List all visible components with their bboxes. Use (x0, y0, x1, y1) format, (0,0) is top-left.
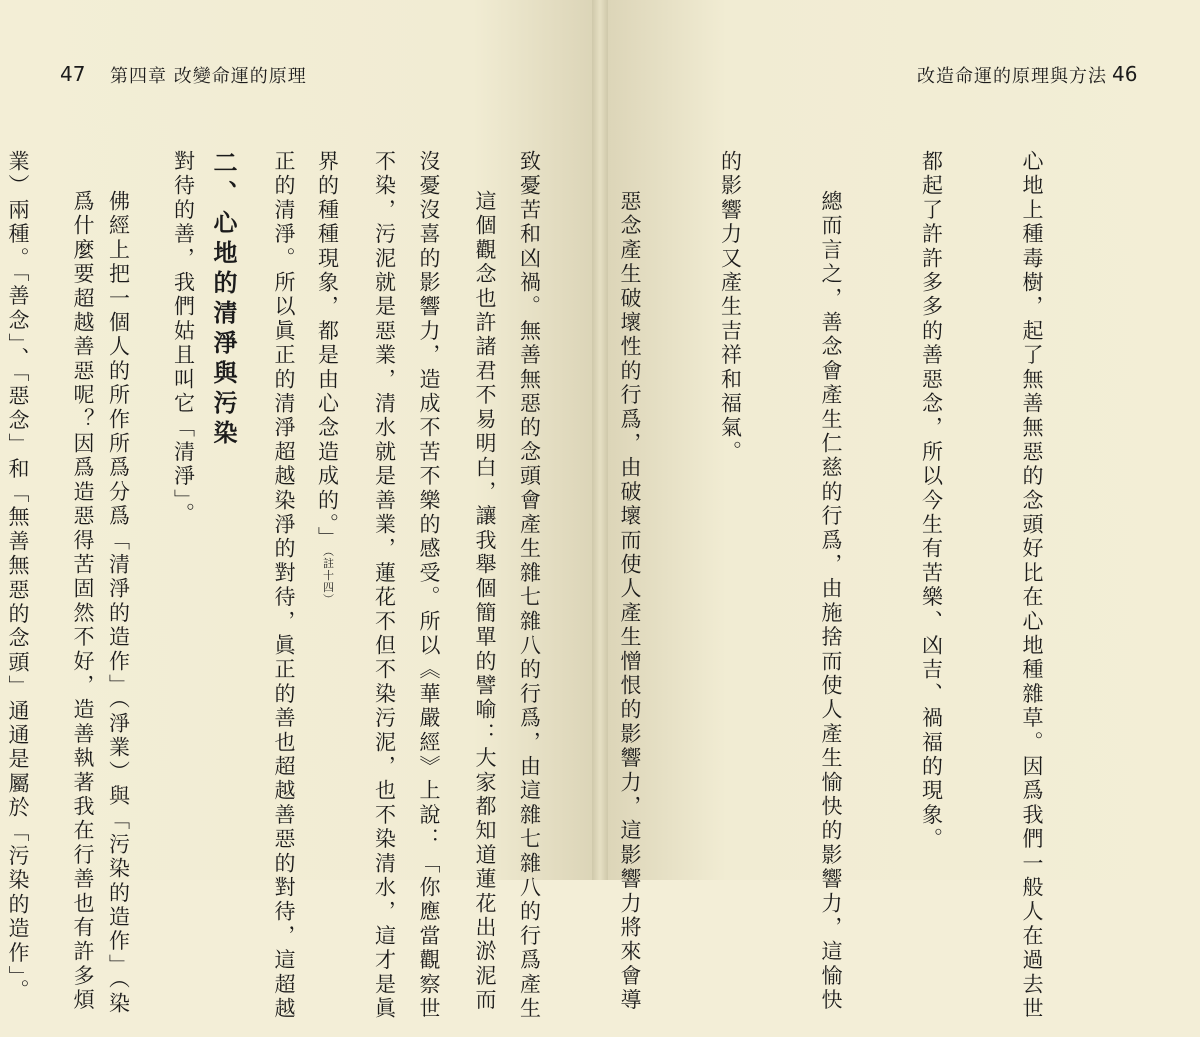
text-column: 惡念產生破壞性的行爲，由破壞而使人產生憎恨的影響力，這影響力將來會導 (618, 190, 642, 1013)
text-column: 心地上種毒樹，起了無善無惡的念頭好比在心地種雜草。因爲我們一般人在過去世 (1020, 150, 1044, 1022)
text-column: 都起了許許多多的善惡念，所以今生有苦樂、凶吉、禍福的現象。 (919, 150, 944, 852)
text-column: 的影響力又產生吉祥和福氣。 (718, 150, 743, 465)
text-column: 這個觀念也許諸君不易明白，讓我舉個簡單的譬喻：大家都知道蓮花出淤泥而 (473, 190, 497, 1013)
left-page-body (71, 150, 568, 1022)
text-column-content: 界的種種現象，都是由心念造成的。」 (315, 150, 340, 551)
text-column: 致憂苦和凶禍。無善無惡的念頭會產生雜七雜八的行爲，由這雜七雜八的行爲產生 (517, 150, 542, 1022)
text-column: 佛經上把一個人的所作所爲分爲「清淨的造作」（淨業）與「污染的造作」（染 (106, 190, 131, 1016)
text-column: 總而言之，善念會產生仁慈的行爲，由施捨而使人產生愉快的影響力，這愉快 (819, 190, 843, 1013)
section-heading: 二、心地的清淨與污染 (209, 150, 237, 450)
text-column: 對待的善，我們姑且叫它「清淨」。 (171, 150, 196, 527)
text-column: 不染，污泥就是惡業，清水就是善業，蓮花不但不染污泥，也不染清水，這才是眞 (372, 150, 397, 1022)
right-running-header: 改造命運的原理與方法 (917, 66, 1107, 87)
footnote-marker: （註十四） (321, 550, 335, 606)
left-running-header: 第四章 改變命運的原理 (110, 66, 307, 87)
left-page-number: 47 (60, 62, 86, 86)
text-column: 正的清淨。所以眞正的清淨超越染淨的對待，眞正的善也超越善惡的對待，這超越 (272, 150, 296, 1022)
text-column: 爲什麼要超越善惡呢？因爲造惡得苦固然不好，造善執著我在行善也有許多煩 (71, 190, 95, 1013)
text-column: 業）兩種。「善念」、「惡念」和「無善無惡的念頭」通通是屬於「污染的造作」。 (6, 150, 30, 1004)
right-page-number: 46 (1112, 62, 1138, 86)
text-column: 沒憂沒喜的影響力，造成不苦不樂的感受。所以《華嚴經》上說：「你應當觀察世 (417, 150, 441, 1022)
